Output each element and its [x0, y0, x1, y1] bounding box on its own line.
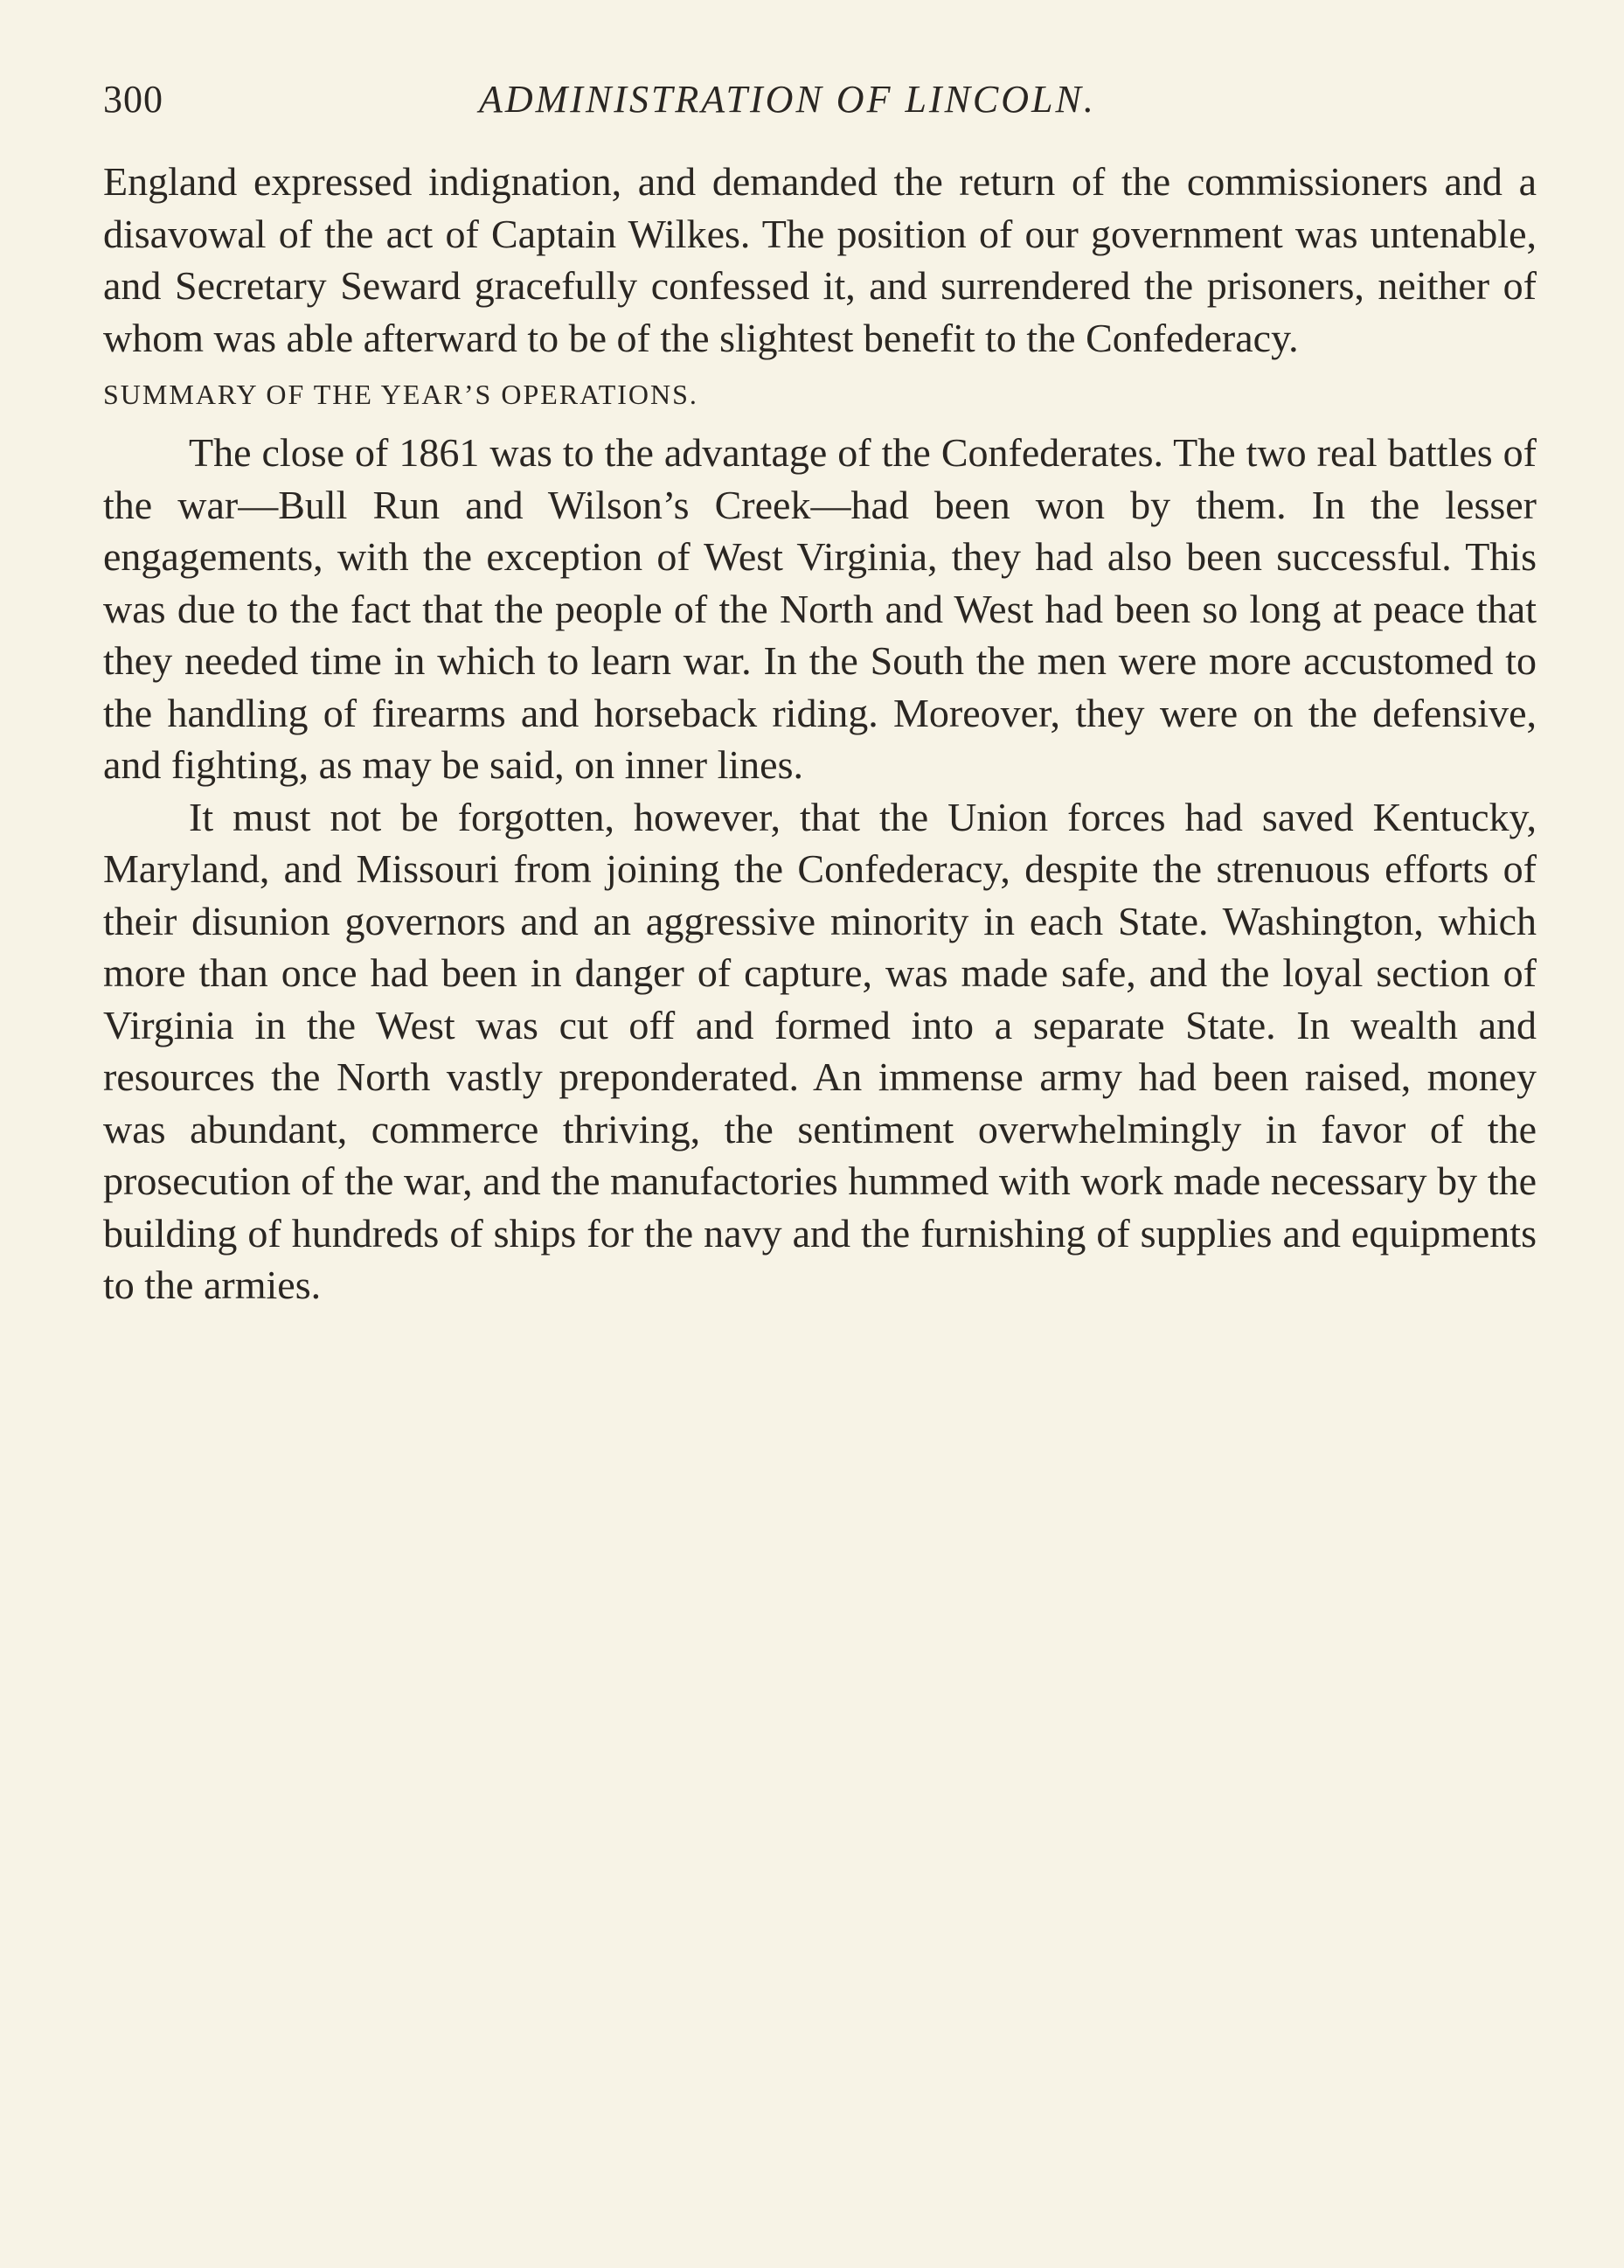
page-number: 300: [103, 78, 163, 121]
running-head: [103, 70, 1537, 131]
running-title: ADMINISTRATION OF LINCOLN.: [479, 78, 1096, 121]
paragraph-3: It must not be forgotten, however, that the Union forces had saved Kentucky, Maryland, and Missouri from joining the Confederacy, despite the strenuous efforts of their disunion governors and an aggressive minority in each State. Washington, which more than once had been in danger of capture, was made safe, and the loyal section of Virginia in the West was cut off and formed into a separate State. In wealth and resources the North vastly preponderated. An immense army had been raised, money was abundant, commerce thriving, the sentiment overwhelmingly in favor of the prosecution of the war, and the manufactories hummed with work made necessary by the building of hundreds of ships for the navy and the furnishing of supplies and equipments to the armies.: [103, 794, 1537, 1307]
paragraph-2: The close of 1861 was to the advantage of the Confederates. The two real battles of the war—Bull Run and Wilson’s Creek—had been won by them. In the lesser engagements, with the exception of West Virginia, they had also been successful. This was due to the fact that the people of the North and West had been so long at peace that they needed time in which to learn war. In the South the men were more accustomed to the handling of firearms and horseback riding. Moreover, they were on the defensive, and fighting, as may be said, on inner lines.: [103, 430, 1537, 787]
paragraph-1: England expressed indignation, and demanded the return of the commissioners and a disavowal of the act of Captain Wilkes. The position of our government was untenable, and Secretary Seward gracefully confessed it, and surrendered the prisoners, neither of whom was able afterward to be of the slightest benefit to the Confederacy.: [103, 159, 1537, 360]
body-text: [103, 156, 1537, 1311]
section-heading: SUMMARY OF THE YEAR’S OPERATIONS.: [103, 379, 698, 410]
